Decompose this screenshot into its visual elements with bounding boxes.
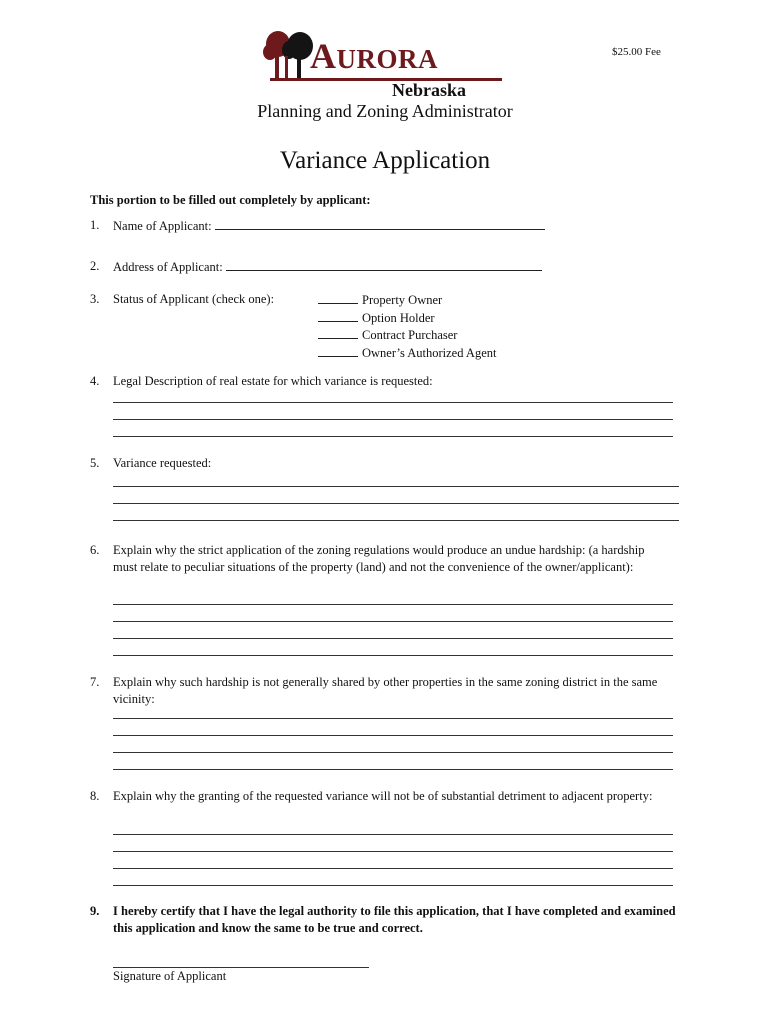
question-number: 3. — [90, 292, 100, 306]
status-label: Status of Applicant (check one): — [113, 292, 275, 306]
logo-underline — [270, 77, 510, 83]
signature-label: Signature of Applicant — [113, 969, 227, 983]
status-options — [318, 291, 496, 361]
address-label: Address of Applicant: — [113, 260, 223, 274]
question-number: 7. — [90, 675, 100, 689]
legal-description-line[interactable] — [113, 402, 673, 403]
shared-hardship-label: Explain why such hardship is not generally shared by other properties in the same zoning district in the same vicinity: — [113, 675, 658, 706]
page-title: Variance Application — [279, 147, 491, 174]
aurora-logo — [262, 30, 502, 104]
question-number: 4. — [90, 374, 100, 388]
detriment-label: Explain why the granting of the requested variance will not be of substantial detriment to adjacent property: — [113, 789, 653, 803]
logo-state: Nebraska — [392, 80, 467, 100]
question-number: 1. — [90, 218, 100, 232]
logo-wordmark: AURORA — [310, 36, 438, 76]
variance-requested-line[interactable] — [113, 503, 679, 504]
hardship-label: Explain why the strict application of the zoning regulations would produce an undue hardship: (a hardship must relate to peculiar situations of the property (land) and not the convenience of the owner/applicant): — [113, 543, 645, 574]
detriment-line[interactable] — [113, 868, 673, 869]
question-number: 8. — [90, 789, 100, 803]
fee-label: $25.00 Fee — [612, 46, 661, 58]
detriment-line[interactable] — [113, 885, 673, 886]
shared-hardship-line[interactable] — [113, 752, 673, 753]
legal-description-label: Legal Description of real estate for which variance is requested: — [113, 374, 433, 388]
question-number: 2. — [90, 259, 100, 273]
variance-requested-line[interactable] — [113, 520, 679, 521]
detriment-line[interactable] — [113, 851, 673, 852]
variance-requested-line[interactable] — [113, 486, 679, 487]
name-field[interactable] — [215, 217, 545, 230]
question-number: 9. — [90, 904, 100, 918]
hardship-line[interactable] — [113, 655, 673, 656]
variance-requested-label: Variance requested: — [113, 456, 212, 470]
shared-hardship-line[interactable] — [113, 718, 673, 719]
hardship-line[interactable] — [113, 604, 673, 605]
intro-text: This portion to be filled out completely by applicant: — [90, 193, 371, 207]
status-option[interactable]: Property Owner — [318, 291, 496, 309]
address-field[interactable] — [226, 258, 542, 271]
detriment-line[interactable] — [113, 834, 673, 835]
status-option[interactable]: Option Holder — [318, 309, 496, 327]
name-label: Name of Applicant: — [113, 219, 212, 233]
hardship-line[interactable] — [113, 638, 673, 639]
question-number: 6. — [90, 543, 100, 557]
shared-hardship-line[interactable] — [113, 769, 673, 770]
signature-field[interactable] — [113, 967, 369, 968]
office-name: Planning and Zoning Administrator — [257, 101, 513, 121]
legal-description-line[interactable] — [113, 436, 673, 437]
shared-hardship-line[interactable] — [113, 735, 673, 736]
status-option[interactable]: Contract Purchaser — [318, 326, 496, 344]
certification-text: I hereby certify that I have the legal authority to file this application, that I have completed and examined this application and know the same to be true and correct. — [113, 904, 676, 935]
hardship-line[interactable] — [113, 621, 673, 622]
legal-description-line[interactable] — [113, 419, 673, 420]
question-number: 5. — [90, 456, 100, 470]
status-option[interactable]: Owner’s Authorized Agent — [318, 344, 496, 362]
